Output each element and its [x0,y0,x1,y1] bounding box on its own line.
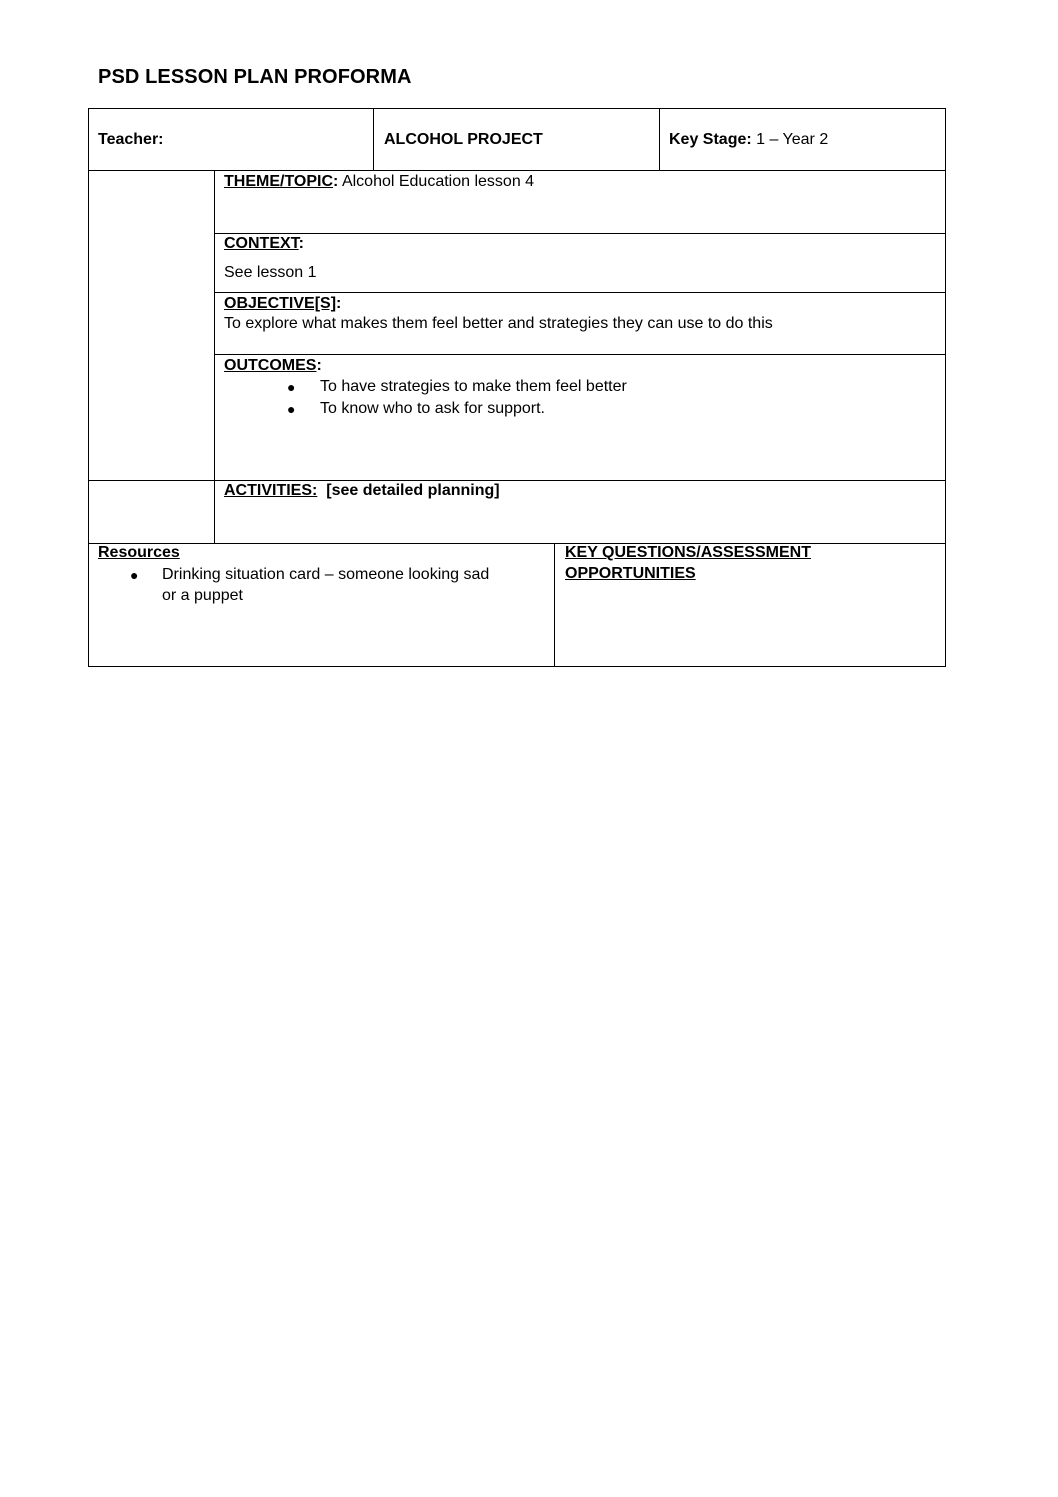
activities-divider [88,543,946,544]
header-divider-2 [659,108,660,171]
key-questions-label-line2: OPPORTUNITIES [565,565,696,582]
context-value: See lesson 1 [224,264,317,281]
theme-label: THEME/TOPIC [224,173,334,190]
context-heading [224,234,304,254]
project-name: ALCOHOL PROJECT [384,131,543,148]
resource-item: Drinking situation card – someone looking sad [162,566,490,583]
theme-colon: : [333,173,339,190]
bullet-icon: ● [287,379,296,395]
activities-heading [224,481,500,501]
outcome-item: To know who to ask for support. [320,400,545,417]
teacher-label: Teacher: [98,131,164,148]
objectives-label: OBJECTIVE[S] [224,295,337,312]
key-questions-label-line1: KEY QUESTIONS/ASSESSMENT [565,544,811,561]
objectives-divider [214,354,946,355]
theme-divider [214,233,946,234]
objectives-value: To explore what makes them feel better and strategies they can use to do this [224,315,773,332]
resource-item-continued: or a puppet [162,587,243,604]
bullet-icon: ● [130,567,139,583]
bullet-icon: ● [287,401,296,417]
outcomes-label: OUTCOMES [224,357,317,374]
key-stage-label: Key Stage: [669,131,752,148]
context-label: CONTEXT [224,235,299,252]
header-row-divider [88,170,946,171]
activities-label: ACTIVITIES: [224,482,318,499]
theme-value: Alcohol Education lesson 4 [338,173,535,190]
outcomes-colon: : [316,357,322,374]
resources-label: Resources [98,544,180,561]
outcomes-divider [88,480,946,481]
key-stage [669,130,828,150]
left-column-divider [214,170,215,544]
theme-topic [224,172,534,192]
context-divider [214,292,946,293]
activities-note: [see detailed planning] [326,482,500,499]
objectives-heading [224,294,341,314]
outcome-item: To have strategies to make them feel better [320,378,627,395]
context-colon: : [298,235,304,252]
key-stage-value: 1 – Year 2 [751,131,829,148]
objectives-colon: : [336,295,342,312]
outcomes-heading [224,356,322,376]
header-divider-1 [373,108,374,171]
page-title: PSD LESSON PLAN PROFORMA [98,66,412,88]
resources-divider [554,543,555,667]
